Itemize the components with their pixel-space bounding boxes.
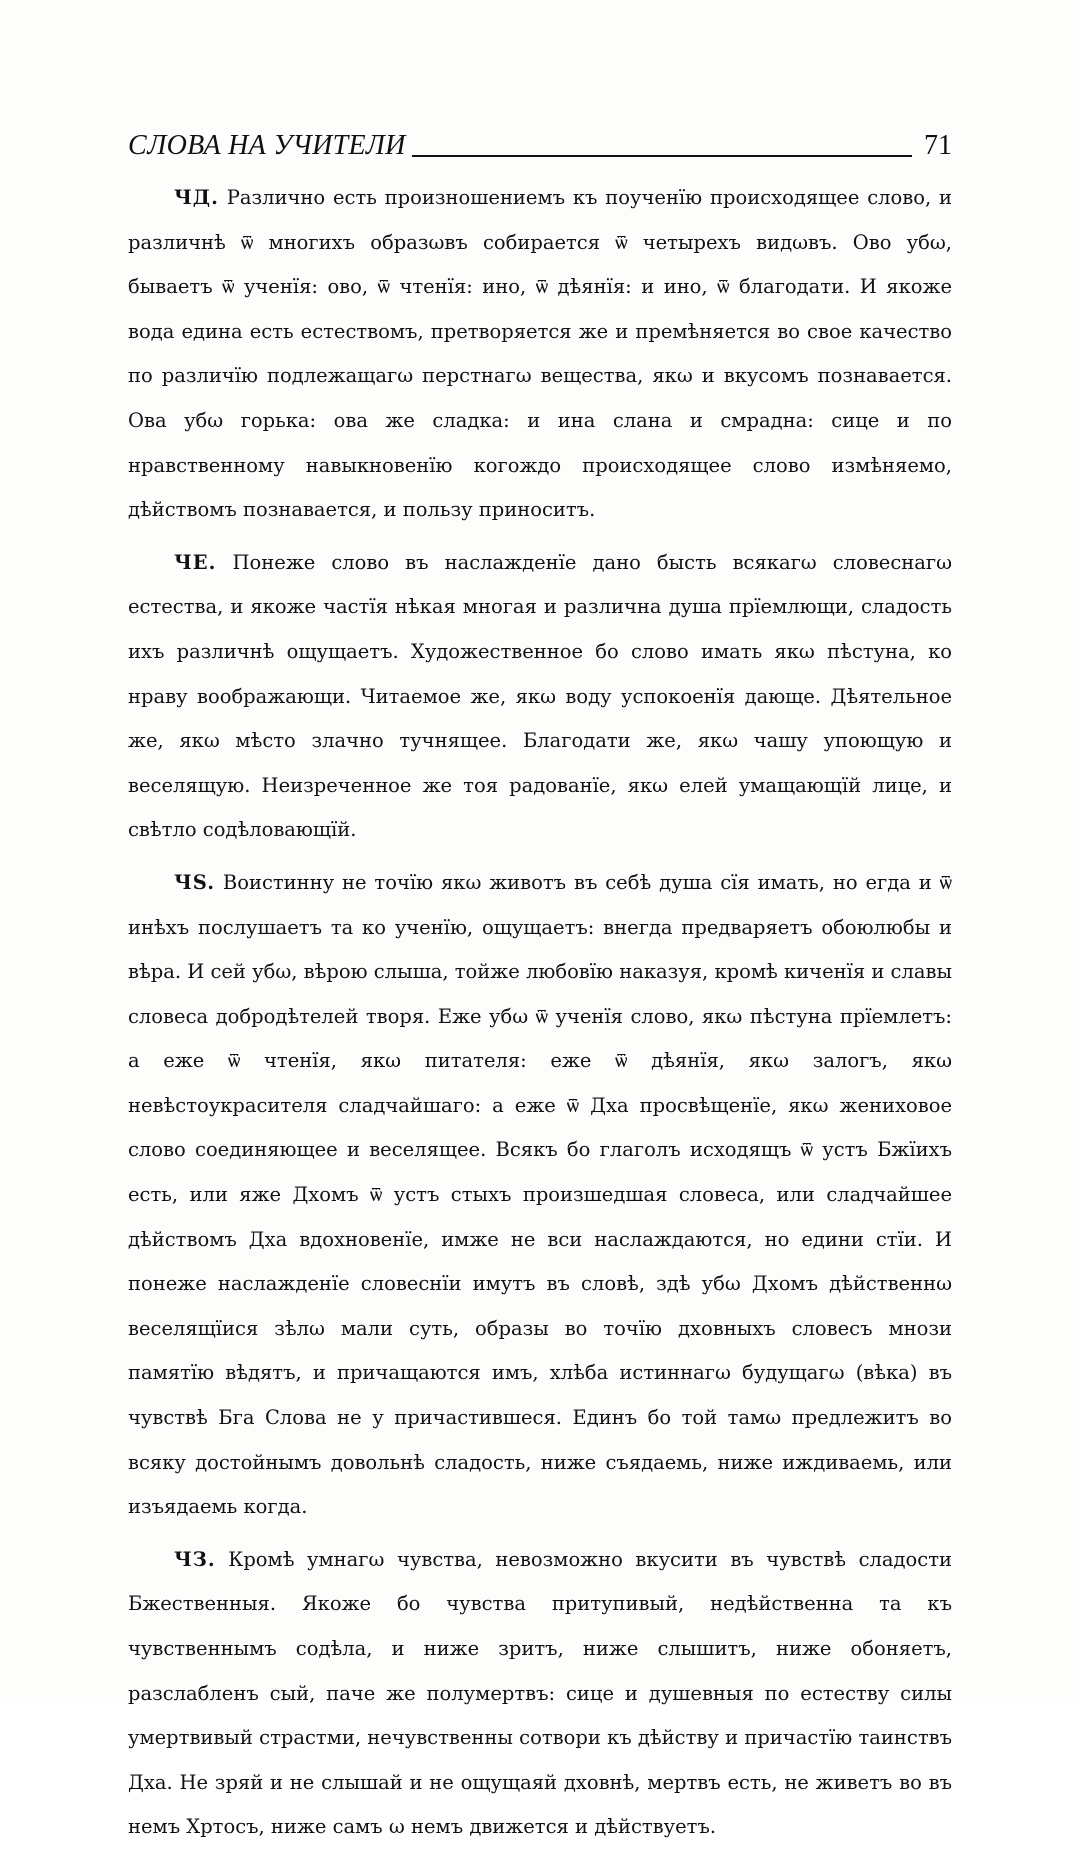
paragraph-75: [128, 541, 952, 853]
page-number: 71: [924, 130, 952, 161]
paragraph-text: Воистинну не точїю якω животъ въ себѣ душа сїя имать, но егда и ѿ инѣхъ послушаетъ та ко ученїю, ощущаетъ: внегда предваряетъ обоюлюбы и вѣра. И сей убω, вѣрою слыша, тойже любовїю наказуя, кромѣ киченїя и славы словеса добродѣтелей творя. Еже убω ѿ ученїя слово, якω пѣстуна прїемлетъ: а еже ѿ чтенїя, якω питателя: еже ѿ дѣянїя, якω залогъ, якω невѣстоукрасителя сладчайшаго: а еже ѿ Дха просвѣщенїе, якω жениховое слово соединяющее и веселящее. Всякъ бо глаголъ исходящъ ѿ устъ Бжїихъ есть, или яже Дхомъ ѿ устъ стыхъ произшедшая словеса, или сладчайшее дѣйствомъ Дха вдохновенїе, имже не вси наслаждаются, но едини стїи. И понеже наслажденїе словеснїи имутъ въ словѣ, здѣ убω Дхомъ дѣйственнω веселящїися зѣлω мали суть, образы во точїю дховныхъ словесъ мнози памятїю вѣдятъ, и причащаются имъ, хлѣба истиннагω будущагω (вѣка) въ чувствѣ Бга Слова не у причастившеся. Единъ бо той тамω предлежитъ во всяку достойнымъ довольнѣ сладость, ниже съядаемь, ниже иждиваемь, или изъядаемь когда.: [128, 870, 952, 1519]
paragraph-number: ЧЗ.: [174, 1547, 216, 1571]
paragraph-text: Кромѣ умнагω чувства, невозможно вкусити въ чувствѣ сладости Бжественныя. Якоже бо чувства притупивый, недѣйственна та къ чувственнымъ содѣла, и ниже зритъ, ниже слышитъ, ниже обоняетъ, разслабленъ сый, паче же полумертвъ: сице и душевныя по естеству силы умертвивый страстми, нечувственны сотвори къ дѣйству и причастїю таинствъ Дха. Не зряй и не слышай и не ощущаяй дховнѣ, мертвъ есть, не живетъ во въ немъ Хртосъ, ниже самъ ω немъ движется и дѣйствуетъ.: [128, 1547, 952, 1839]
header-rule: [412, 155, 912, 157]
paragraph-number: ЧД.: [174, 186, 219, 209]
paragraph-number: ЧS.: [174, 870, 215, 894]
paragraph-text: Понеже слово въ наслажденїе дано бысть всякагω словеснагω естества, и якоже частїя нѣкая многая и различна душа прїемлющи, сладость ихъ различнѣ ощущаетъ. Художественное бо слово имать якω пѣстуна, ко нраву воображающи. Читаемое же, якω воду успокоенїя дающе. Дѣятельное же, якω мѣсто злачно тучнящее. Благодати же, якω чашу упоющую и веселящую. Неизреченное же тоя радованїе, якω елей умащающїй лице, и свѣтло содѣловающїй.: [128, 550, 952, 842]
paragraph-74: [128, 176, 952, 533]
paragraph-number: ЧЕ.: [174, 550, 217, 574]
paragraph-text: Различно есть произношениемъ къ поученїю происходящее слово, и различнѣ ѿ многихъ образωвъ собирается ѿ четырехъ видωвъ. Ово убω, бываетъ ѿ ученїя: ово, ѿ чтенїя: ино, ѿ дѣянїя: и ино, ѿ благодати. И якоже вода едина есть естествомъ, претворяется же и премѣняется во свое качество по различїю подлежащагω перстнагω вещества, якω и вкусомъ познавается. Ова убω горька: ова же сладка: и ина слана и смрадна: сице и по нравственному навыкновенїю когождо происходящее слово измѣняемо, дѣйствомъ познавается, и пользу приноситъ.: [128, 186, 952, 522]
running-title: СЛОВА НА УЧИТЕЛИ: [128, 130, 406, 161]
body-text: [128, 176, 952, 1858]
paragraph-77: [128, 1538, 952, 1850]
running-header: [128, 110, 952, 160]
paragraph-76: [128, 861, 952, 1530]
